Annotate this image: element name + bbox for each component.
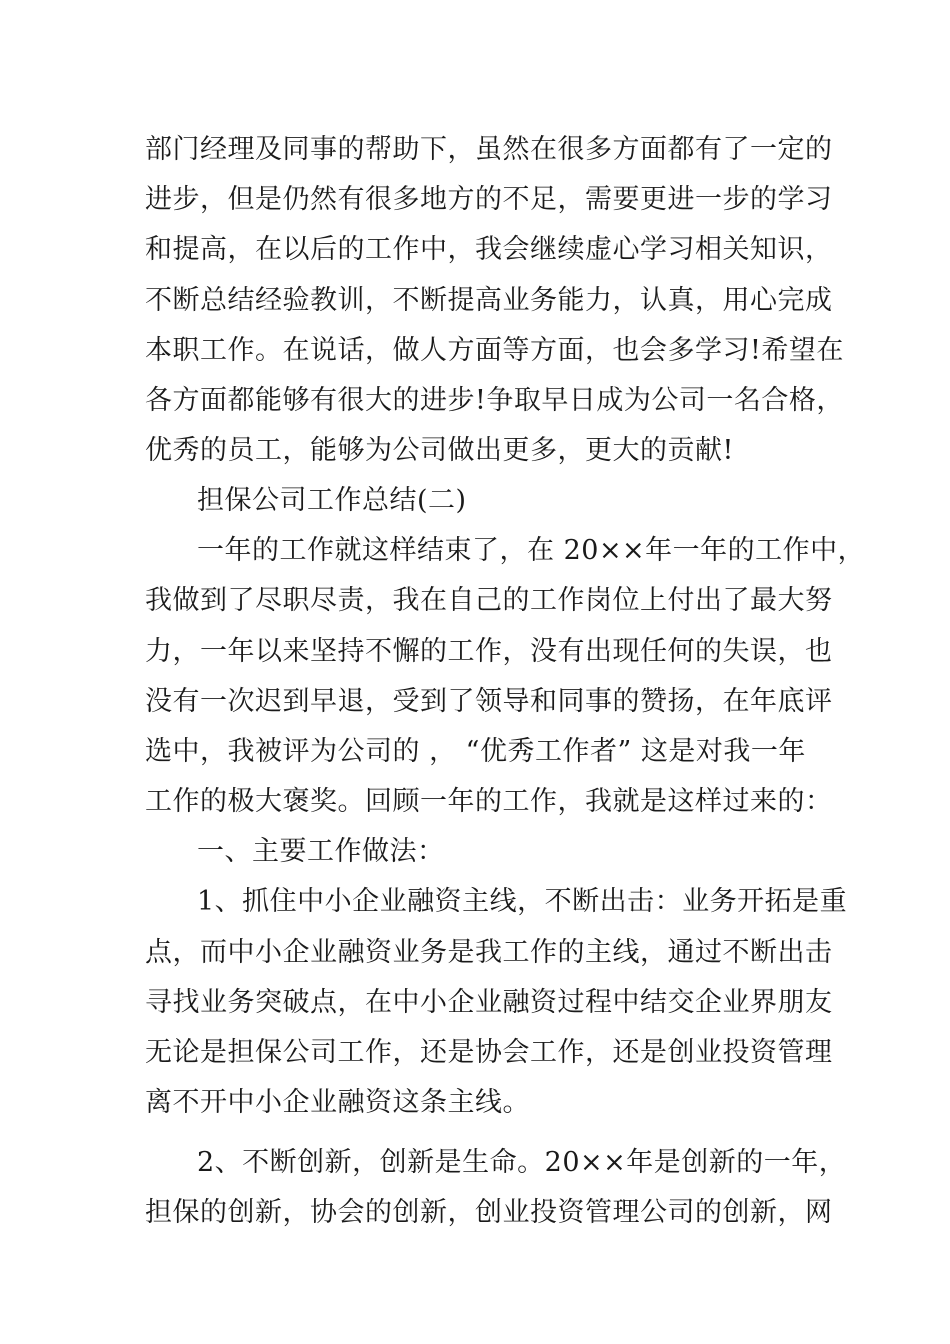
subsection-heading: 一、主要工作做法：: [197, 836, 445, 867]
body-text-line: 本职工作。在说话，做人方面等方面，也会多学习!希望在: [145, 335, 844, 366]
body-text-line: 各方面都能够有很大的进步!争取早日成为公司一名合格，: [145, 385, 844, 416]
body-text-line: 工作的极大褒奖。回顾一年的工作，我就是这样过来的：: [145, 786, 833, 817]
body-text-line: 1、抓住中小企业融资主线，不断出击：业务开拓是重: [197, 886, 848, 917]
body-text-line: 部门经理及同事的帮助下，虽然在很多方面都有了一定的: [145, 134, 833, 165]
body-text-line: 优秀的员工，能够为公司做出更多，更大的贡献!: [145, 435, 734, 466]
body-text-line: 一年的工作就这样结束了，在 20××年一年的工作中，: [197, 535, 866, 566]
body-text-line: 2、不断创新，创新是生命。20××年是创新的一年，: [197, 1147, 847, 1178]
body-text-line: 选中，我被评为公司的 ， “优秀工作者” 这是对我一年: [145, 736, 806, 767]
body-text-line: 寻找业务突破点，在中小企业融资过程中结交企业界朋友: [145, 987, 833, 1018]
body-text-line: 和提高，在以后的工作中，我会继续虚心学习相关知识，: [145, 234, 833, 265]
body-text-line: 担保的创新，协会的创新，创业投资管理公司的创新，网: [145, 1197, 833, 1228]
body-text-line: 点，而中小企业融资业务是我工作的主线，通过不断出击: [145, 937, 833, 968]
body-text-line: 我做到了尽职尽责，我在自己的工作岗位上付出了最大努: [145, 585, 833, 616]
body-text-line: 没有一次迟到早退，受到了领导和同事的赞扬，在年底评: [145, 686, 833, 717]
body-text-line: 离不开中小企业融资这条主线。: [145, 1087, 530, 1118]
body-text-line: 不断总结经验教训，不断提高业务能力，认真，用心完成: [145, 285, 833, 316]
body-text-line: 力，一年以来坚持不懈的工作，没有出现任何的失误，也: [145, 636, 833, 667]
section-heading: 担保公司工作总结(二): [197, 485, 467, 516]
body-text-line: 无论是担保公司工作，还是协会工作，还是创业投资管理: [145, 1037, 833, 1068]
body-text-line: 进步，但是仍然有很多地方的不足，需要更进一步的学习: [145, 184, 833, 215]
